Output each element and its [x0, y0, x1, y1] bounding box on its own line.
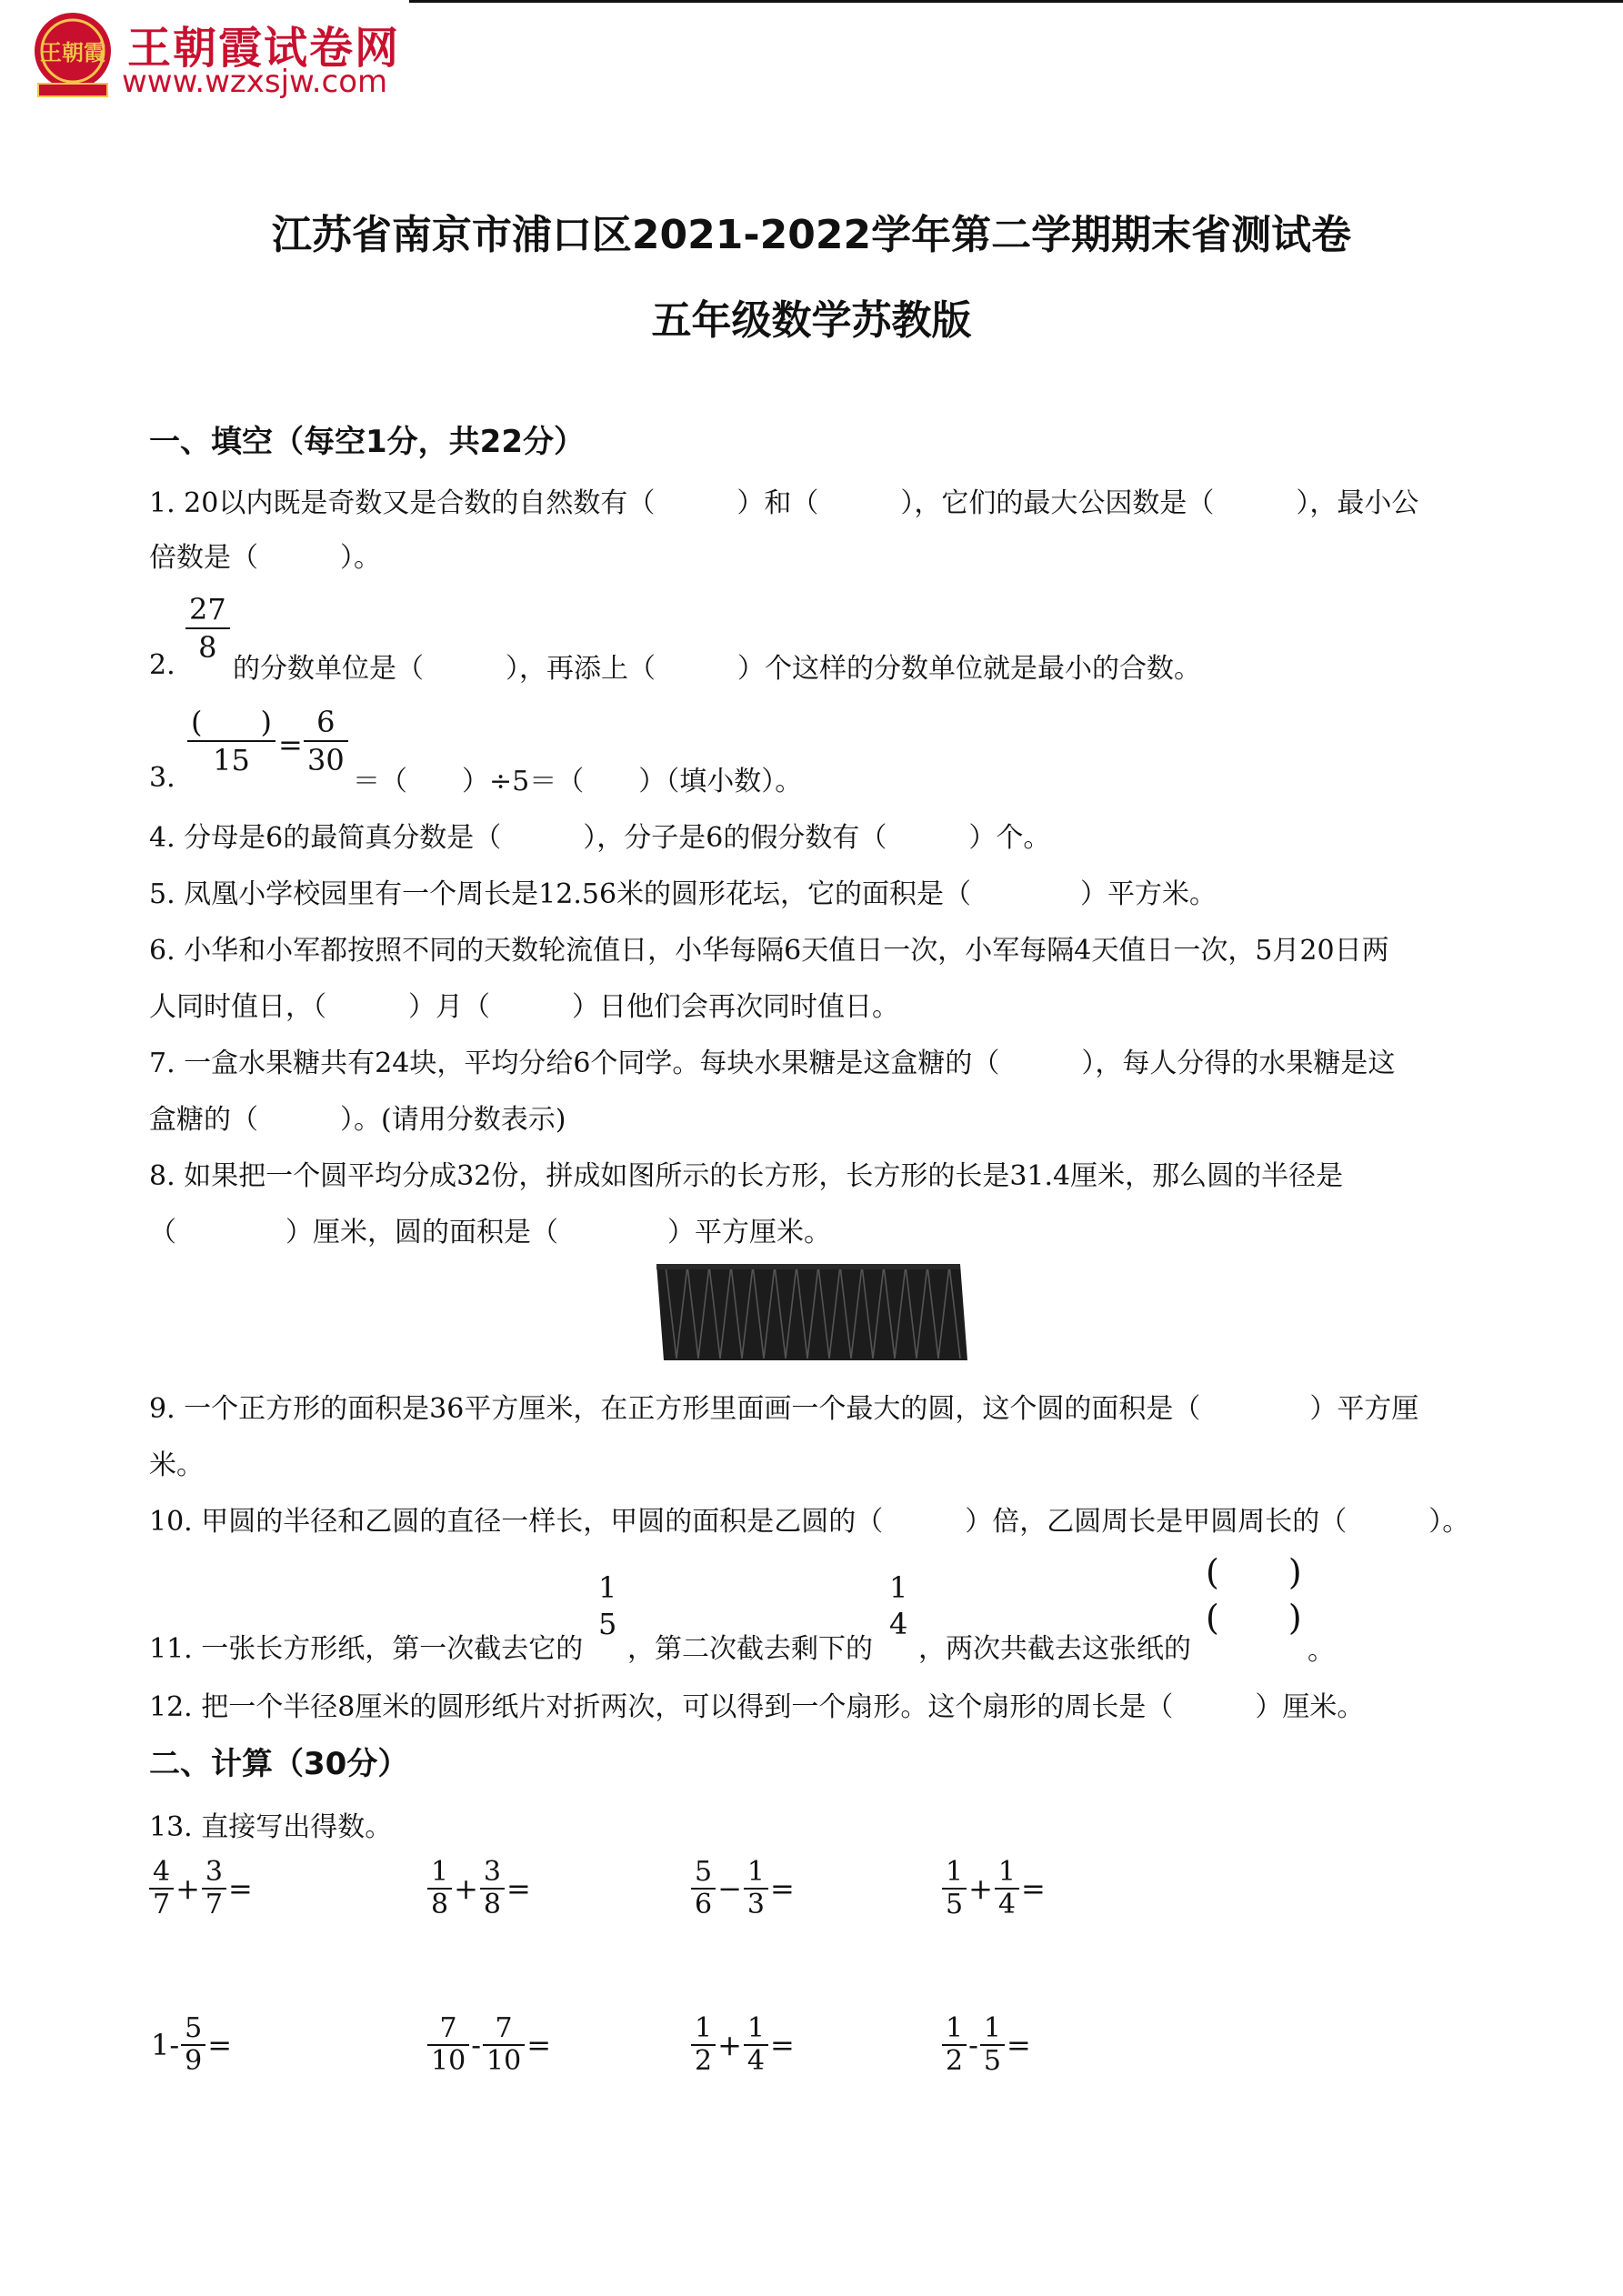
fraction-denominator: 10 [486, 2045, 522, 2077]
question-7-line-2: 盒糖的（ ）。(请用分数表示) [149, 1104, 566, 1136]
fraction-numerator: 27 [185, 591, 230, 629]
fraction-6-30 [304, 704, 348, 778]
fraction-denominator: 4 [997, 1889, 1016, 1920]
fraction-numerator: ( ) [1206, 1552, 1302, 1592]
fraction-numerator: 1 [942, 1857, 967, 1890]
fraction [744, 2013, 768, 2077]
calc-equals: = [207, 2028, 233, 2062]
fraction [202, 1857, 226, 1920]
fraction-1-4 [886, 1569, 911, 1642]
fraction-numerator: 1 [980, 2013, 1005, 2046]
fraction-denominator: 7 [153, 1889, 171, 1920]
fraction [995, 1857, 1019, 1920]
calc-expression [427, 2013, 553, 2077]
fraction-numerator: 1 [744, 2013, 768, 2046]
fraction-numerator: 7 [483, 2013, 525, 2046]
calc-operator: + [717, 2028, 742, 2062]
fraction-numerator: 3 [202, 1857, 226, 1890]
question-13: 13. 直接写出得数。 [149, 1811, 393, 1843]
calc-expression [942, 2013, 1033, 2077]
fraction-denominator: 5 [983, 2045, 1001, 2077]
calc-expression [149, 2013, 234, 2077]
fraction-denominator: 5 [946, 1889, 964, 1920]
fraction-blank-answer [1202, 1549, 1306, 1640]
brand-seal-logo [25, 9, 121, 100]
fraction [942, 1857, 967, 1920]
fraction-1-5 [595, 1569, 620, 1642]
fraction-numerator: 6 [304, 704, 348, 742]
fraction-numerator: 7 [427, 2013, 469, 2046]
fraction-denominator: 8 [431, 1889, 449, 1920]
section-heading-fill-blanks: 一、填空（每空1分，共22分） [149, 424, 585, 460]
fraction-denominator: 15 [213, 743, 250, 777]
fraction-27-8 [185, 591, 230, 666]
question-6-line-1: 6. 小华和小军都按照不同的天数轮流值日，小华每隔6天值日一次，小军每隔4天值日一次，5月20日两 [149, 935, 1389, 967]
calc-operator: - [968, 2028, 978, 2062]
fraction-denominator: 5 [598, 1607, 617, 1641]
question-1-line-2: 倍数是（ ）。 [149, 542, 381, 574]
sector-rectangle-figure [653, 1262, 967, 1362]
fraction-numerator: 1 [691, 2013, 716, 2046]
brand-url: www.wzxsjw.com [122, 64, 388, 100]
fraction-numerator: 1 [995, 1857, 1019, 1890]
fraction [980, 2013, 1005, 2077]
question-12: 12. 把一个半径8厘米的圆形纸片对折两次，可以得到一个扇形。这个扇形的周长是（ ）厘米。 [149, 1691, 1365, 1723]
svg-text:王朝霞: 王朝霞 [40, 40, 105, 65]
fraction-denominator: ( ) [1206, 1598, 1302, 1638]
question-8-line-2: （ ）厘米，圆的面积是（ ）平方厘米。 [149, 1217, 831, 1248]
calc-expression [691, 2013, 796, 2077]
question-3-number: 3. [149, 762, 175, 794]
fraction-numerator: 1 [942, 2013, 967, 2046]
fraction-denominator: 3 [746, 1889, 765, 1920]
calc-equals: = [770, 1871, 795, 1906]
calc-expression [427, 1857, 533, 1920]
fraction [480, 1857, 505, 1920]
calc-equals: = [1021, 1871, 1046, 1906]
fraction-denominator: 2 [946, 2045, 964, 2077]
question-9-line-2: 米。 [149, 1449, 204, 1481]
section-heading-calculation: 二、计算（30分） [149, 1746, 409, 1782]
calc-operator: - [471, 2028, 481, 2062]
question-9-line-1: 9. 一个正方形的面积是36平方厘米，在正方形里面画一个最大的圆，这个圆的面积是（ ）平方厘 [149, 1393, 1419, 1425]
calc-prefix: 1- [151, 2028, 180, 2062]
fraction-numerator: ( ) [187, 704, 276, 742]
question-6-line-2: 人同时值日，（ ）月（ ）日他们会再次同时值日。 [149, 991, 899, 1023]
equals-sign: = [278, 727, 303, 762]
calc-expression [691, 1857, 796, 1920]
question-11-end: 。 [1307, 1635, 1335, 1667]
calc-operator: + [968, 1871, 993, 1906]
calc-operator: + [454, 1871, 478, 1906]
calc-equals: = [526, 2028, 551, 2062]
question-11-text-c: ，两次共截去这张纸的 [918, 1633, 1191, 1665]
fraction-numerator: 1 [598, 1570, 617, 1605]
fraction-numerator: 1 [427, 1857, 452, 1890]
fraction-denominator: 6 [695, 1889, 713, 1920]
calc-operator: + [175, 1871, 200, 1906]
fraction-denominator: 10 [431, 2045, 466, 2077]
question-1-line-1: 1. 20以内既是奇数又是合数的自然数有（ ）和（ ），它们的最大公因数是（ ），最小公 [149, 487, 1419, 519]
brand-name: 王朝霞试卷网 [127, 23, 401, 74]
fraction-denominator: 4 [746, 2045, 765, 2077]
fraction-denominator: 4 [889, 1607, 908, 1641]
fraction [427, 2013, 469, 2077]
fraction-denominator: 30 [307, 743, 345, 777]
fraction-denominator: 8 [483, 1889, 501, 1920]
calc-equals: = [228, 1871, 253, 1906]
question-3-text: ＝（ ）÷5＝（ ）（填小数）。 [353, 766, 803, 797]
top-rule [409, 0, 1623, 3]
calc-equals: = [770, 2028, 795, 2062]
fraction-numerator: 4 [149, 1857, 174, 1890]
fraction [149, 1857, 174, 1920]
fraction [483, 2013, 525, 2077]
fraction [181, 2013, 205, 2077]
calc-equals: = [506, 1871, 531, 1906]
fraction-denominator: 8 [198, 630, 217, 665]
fraction [691, 1857, 716, 1920]
fraction [942, 2013, 967, 2077]
fraction-numerator: 1 [744, 1857, 768, 1890]
fraction [427, 1857, 452, 1920]
calc-expression [149, 1857, 255, 1920]
fraction [744, 1857, 768, 1920]
fraction-numerator: 5 [181, 2013, 205, 2046]
question-2-text: 的分数单位是（ ），再添上（ ）个这样的分数单位就是最小的合数。 [233, 653, 1201, 685]
exam-title: 江苏省南京市浦口区2021-2022学年第二学期期末省测试卷 [271, 212, 1352, 258]
calc-expression [942, 1857, 1047, 1920]
fraction-blank-15 [187, 704, 276, 778]
fraction-numerator: 3 [480, 1857, 505, 1890]
question-11-text-a: 11. 一张长方形纸，第一次截去它的 [149, 1633, 584, 1665]
question-4: 4. 分母是6的最简真分数是（ ），分子是6的假分数有（ ）个。 [149, 822, 1051, 854]
fraction [691, 2013, 716, 2077]
question-2-number: 2. [149, 649, 175, 681]
question-8-line-1: 8. 如果把一个圆平均分成32份，拼成如图所示的长方形，长方形的长是31.4厘米，那么圆的半径是 [149, 1160, 1344, 1192]
question-5: 5. 凤凰小学校园里有一个周长是12.56米的圆形花坛，它的面积是（ ）平方米。 [149, 878, 1217, 910]
fraction-denominator: 9 [185, 2045, 203, 2077]
question-11-text-b: ，第二次截去剩下的 [627, 1633, 873, 1665]
question-10: 10. 甲圆的半径和乙圆的直径一样长，甲圆的面积是乙圆的（ ）倍，乙圆周长是甲圆周长的（ ）。 [149, 1506, 1470, 1538]
calc-equals: = [1007, 2028, 1031, 2062]
exam-subtitle: 五年级数学苏教版 [651, 297, 972, 344]
question-7-line-1: 7. 一盒水果糖共有24块，平均分给6个同学。每块水果糖是这盒糖的（ ），每人分得的水果糖是这 [149, 1048, 1396, 1079]
fraction-denominator: 7 [205, 1889, 223, 1920]
fraction-denominator: 2 [695, 2045, 713, 2077]
fraction-numerator: 1 [889, 1570, 908, 1605]
fraction-numerator: 5 [691, 1857, 716, 1890]
calc-operator: − [717, 1871, 742, 1906]
